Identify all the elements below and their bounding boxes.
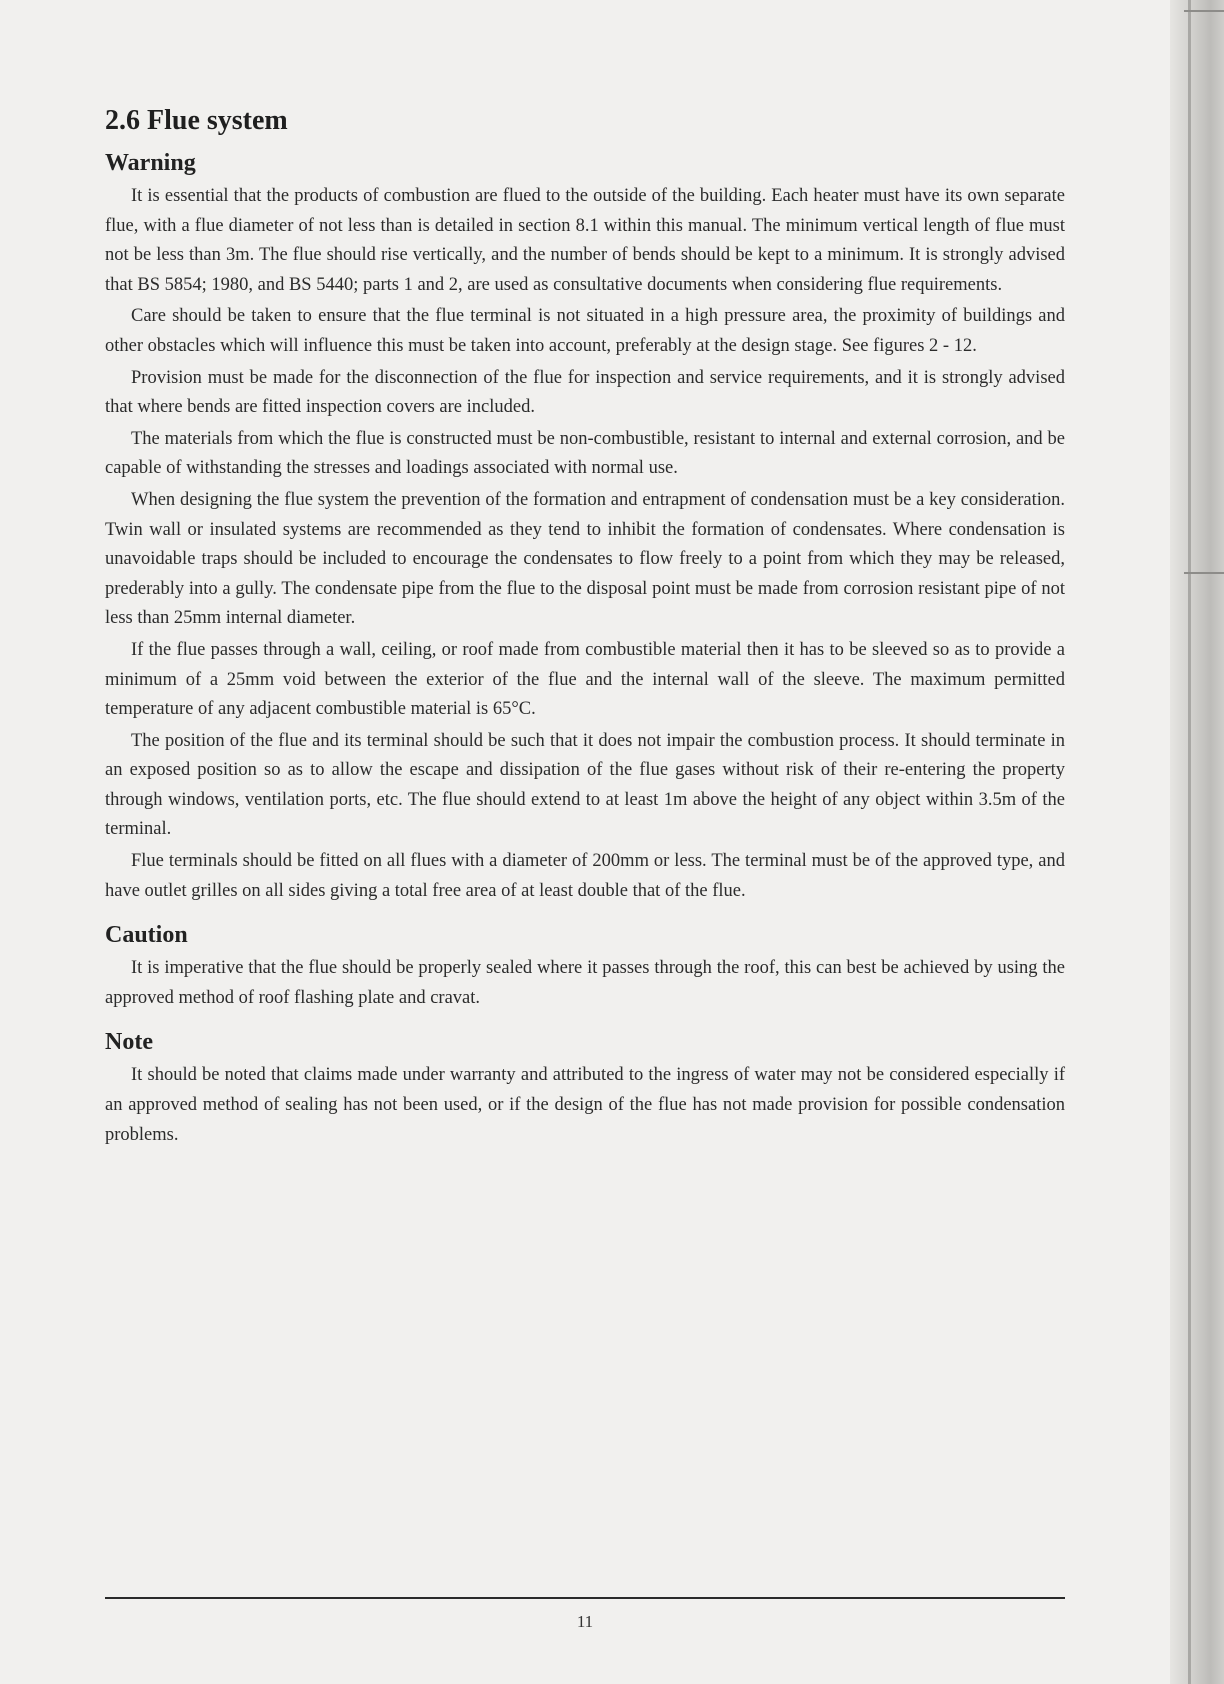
- warning-paragraph: The materials from which the flue is constructed must be non-combustible, resistant to internal and external corrosion, and be capable of withstanding the stresses and loadings associated with normal use.: [105, 428, 1065, 479]
- edge-mark: [1184, 10, 1224, 12]
- caution-paragraph: It is imperative that the flue should be properly sealed where it passes through the roof, this can best be achieved by using the approved method of roof flashing plate and cravat.: [105, 958, 1065, 1008]
- warning-heading: Warning: [105, 150, 196, 176]
- note-section: [105, 1027, 1065, 1150]
- caution-heading: Caution: [105, 922, 188, 949]
- warning-paragraph: When designing the flue system the prevention of the formation and entrapment of condensation must be a key consideration. Twin wall or insulated systems are recommended as they tend to inhibit the formation of condensates. Where condensation is unavoidable traps should be included to encourage the condensates to flow freely to a point from which they may be released, prederably into a gully. The condensate pipe from the flue to the disposal point must be made from corrosion resistant pipe of not less than 25mm internal diameter.: [105, 489, 1065, 629]
- footer-divider: [105, 1597, 1065, 1599]
- note-paragraph: It should be noted that claims made under warranty and attributed to the ingress of water may not be considered especially if an approved method of sealing has not been used, or if the design of the flue has not made provision for possible condensation problems.: [105, 1065, 1065, 1145]
- warning-paragraph: The position of the flue and its terminal should be such that it does not impair the combustion process. It should terminate in an exposed position so as to allow the escape and dissipation of the flue gases without risk of their re-entering the property through windows, ventilation ports, etc. The flue should extend to at least 1m above the height of any object within 3.5m of the terminal.: [105, 730, 1065, 840]
- warning-section: [105, 148, 1065, 906]
- warning-paragraph: Care should be taken to ensure that the flue terminal is not situated in a high pressure area, the proximity of buildings and other obstacles which will influence this must be taken into account, preferably at the design stage. See figures 2 - 12.: [105, 306, 1065, 356]
- caution-section: [105, 920, 1065, 1013]
- note-heading: Note: [105, 1029, 153, 1056]
- edge-mark: [1184, 572, 1224, 574]
- warning-paragraph: Provision must be made for the disconnection of the flue for inspection and service requirements, and it is strongly advised that where bends are fitted inspection covers are included.: [105, 367, 1065, 418]
- warning-paragraph: It is essential that the products of combustion are flued to the outside of the building. Each heater must have its own separate flue, with a flue diameter of not less than is detailed in section 8.1 within this manual. The minimum vertical length of flue must not be less than 3m. The flue should rise vertically, and the number of bends should be kept to a minimum. It is strongly advised that BS 5854; 1980, and BS 5440; parts 1 and 2, are used as consultative documents when considering flue requirements.: [105, 186, 1065, 295]
- page-number: 11: [576, 1612, 594, 1631]
- warning-paragraph: If the flue passes through a wall, ceiling, or roof made from combustible material then it has to be sleeved so as to provide a minimum of a 25mm void between the exterior of the flue and the internal wall of the sleeve. The maximum permitted temperature of any adjacent combustible material is 65°C.: [105, 639, 1065, 720]
- page-binding-edge: [1170, 0, 1224, 1684]
- warning-paragraph: Flue terminals should be fitted on all flues with a diameter of 200mm or less. The terminal must be of the approved type, and have outlet grilles on all sides giving a total free area of at least double that of the flue.: [105, 851, 1065, 901]
- document-body: [105, 104, 1065, 1152]
- section-title: 2.6 Flue system: [105, 105, 288, 136]
